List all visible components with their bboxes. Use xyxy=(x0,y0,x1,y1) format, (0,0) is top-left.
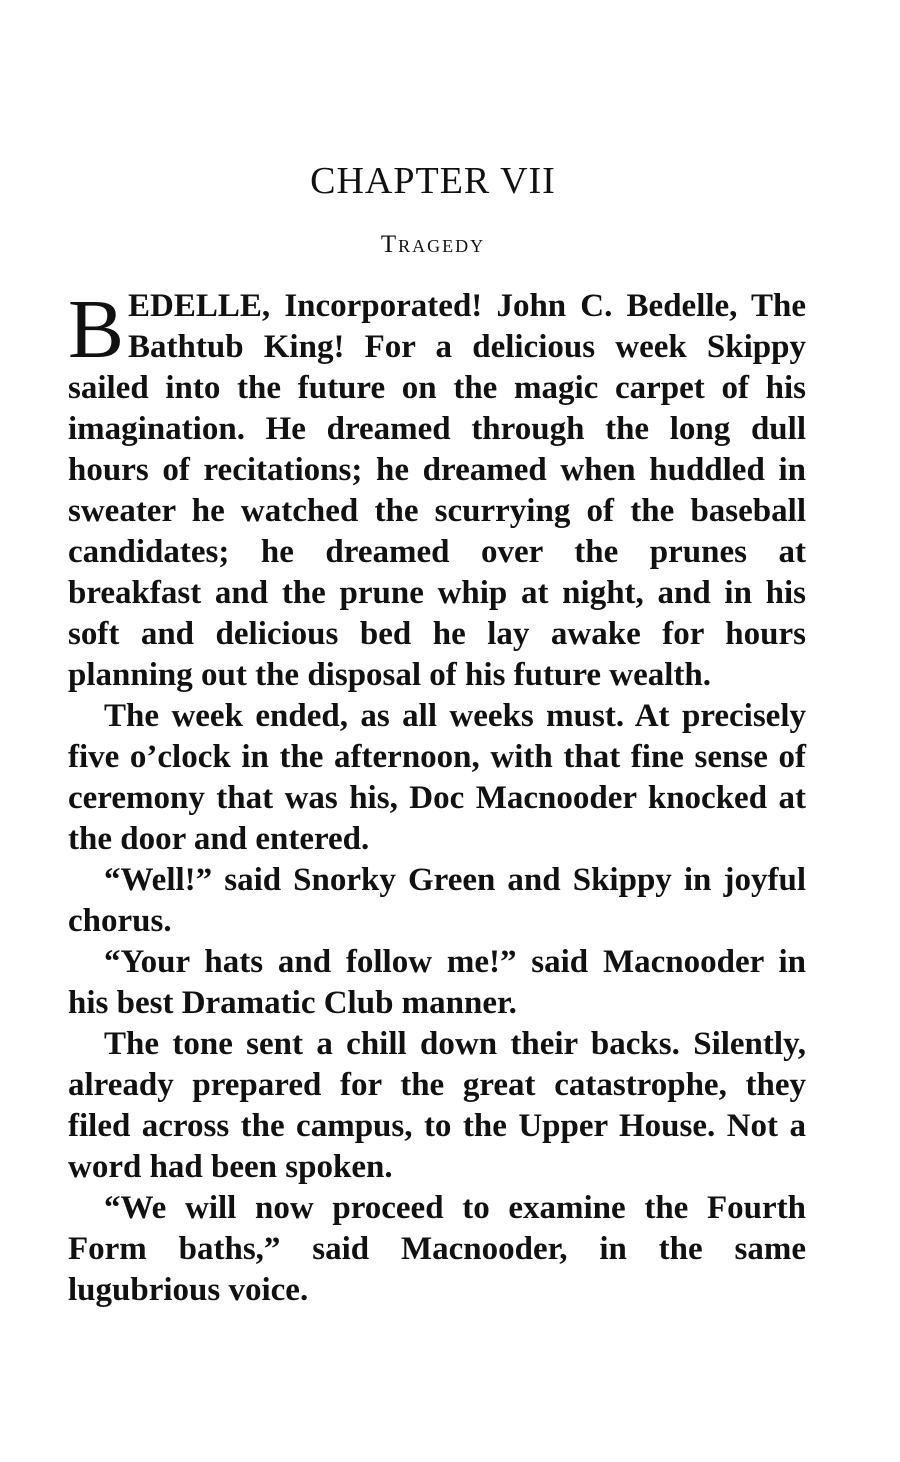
book-page xyxy=(68,0,808,1462)
paragraph-3: “Well!” said Snorky Green and Skippy in joyful chorus. xyxy=(68,862,806,939)
chapter-heading: CHAPTER VII xyxy=(310,160,556,202)
chapter-body xyxy=(68,283,806,1311)
paragraph-4: “Your hats and follow me!” said Macnooder in his best Dramatic Club manner. xyxy=(68,944,806,1021)
drop-cap: B xyxy=(68,283,125,376)
chapter-subtitle: Tragedy xyxy=(380,231,486,258)
paragraph-2: The week ended, as all weeks must. At precisely five o’clock in the afternoon, with that fine sense of ceremony that was his, Doc Macnooder knocked at the door and entered. xyxy=(68,698,806,857)
paragraph-5: The tone sent a chill down their backs. Silently, already prepared for the great catastrophe, they filed across the campus, to the Upper House. Not a word had been spoken. xyxy=(68,1026,806,1185)
paragraph-1 xyxy=(68,283,806,696)
paragraph-text: EDELLE, Incorporated! John C. Bedelle, The Bathtub King! For a delicious week Skippy sailed into the future on the magic carpet of his imagination. He dreamed through the long dull hours of recitations; he dreamed when huddled in sweater he watched the scurrying of the baseball candidates; he dreamed over the prunes at breakfast and the prune whip at night, and in his soft and delicious bed he lay awake for hours planning out the disposal of his future wealth. xyxy=(68,288,806,693)
paragraph-6: “We will now proceed to examine the Fourth Form baths,” said Macnooder, in the same lugubrious voice. xyxy=(68,1190,806,1308)
